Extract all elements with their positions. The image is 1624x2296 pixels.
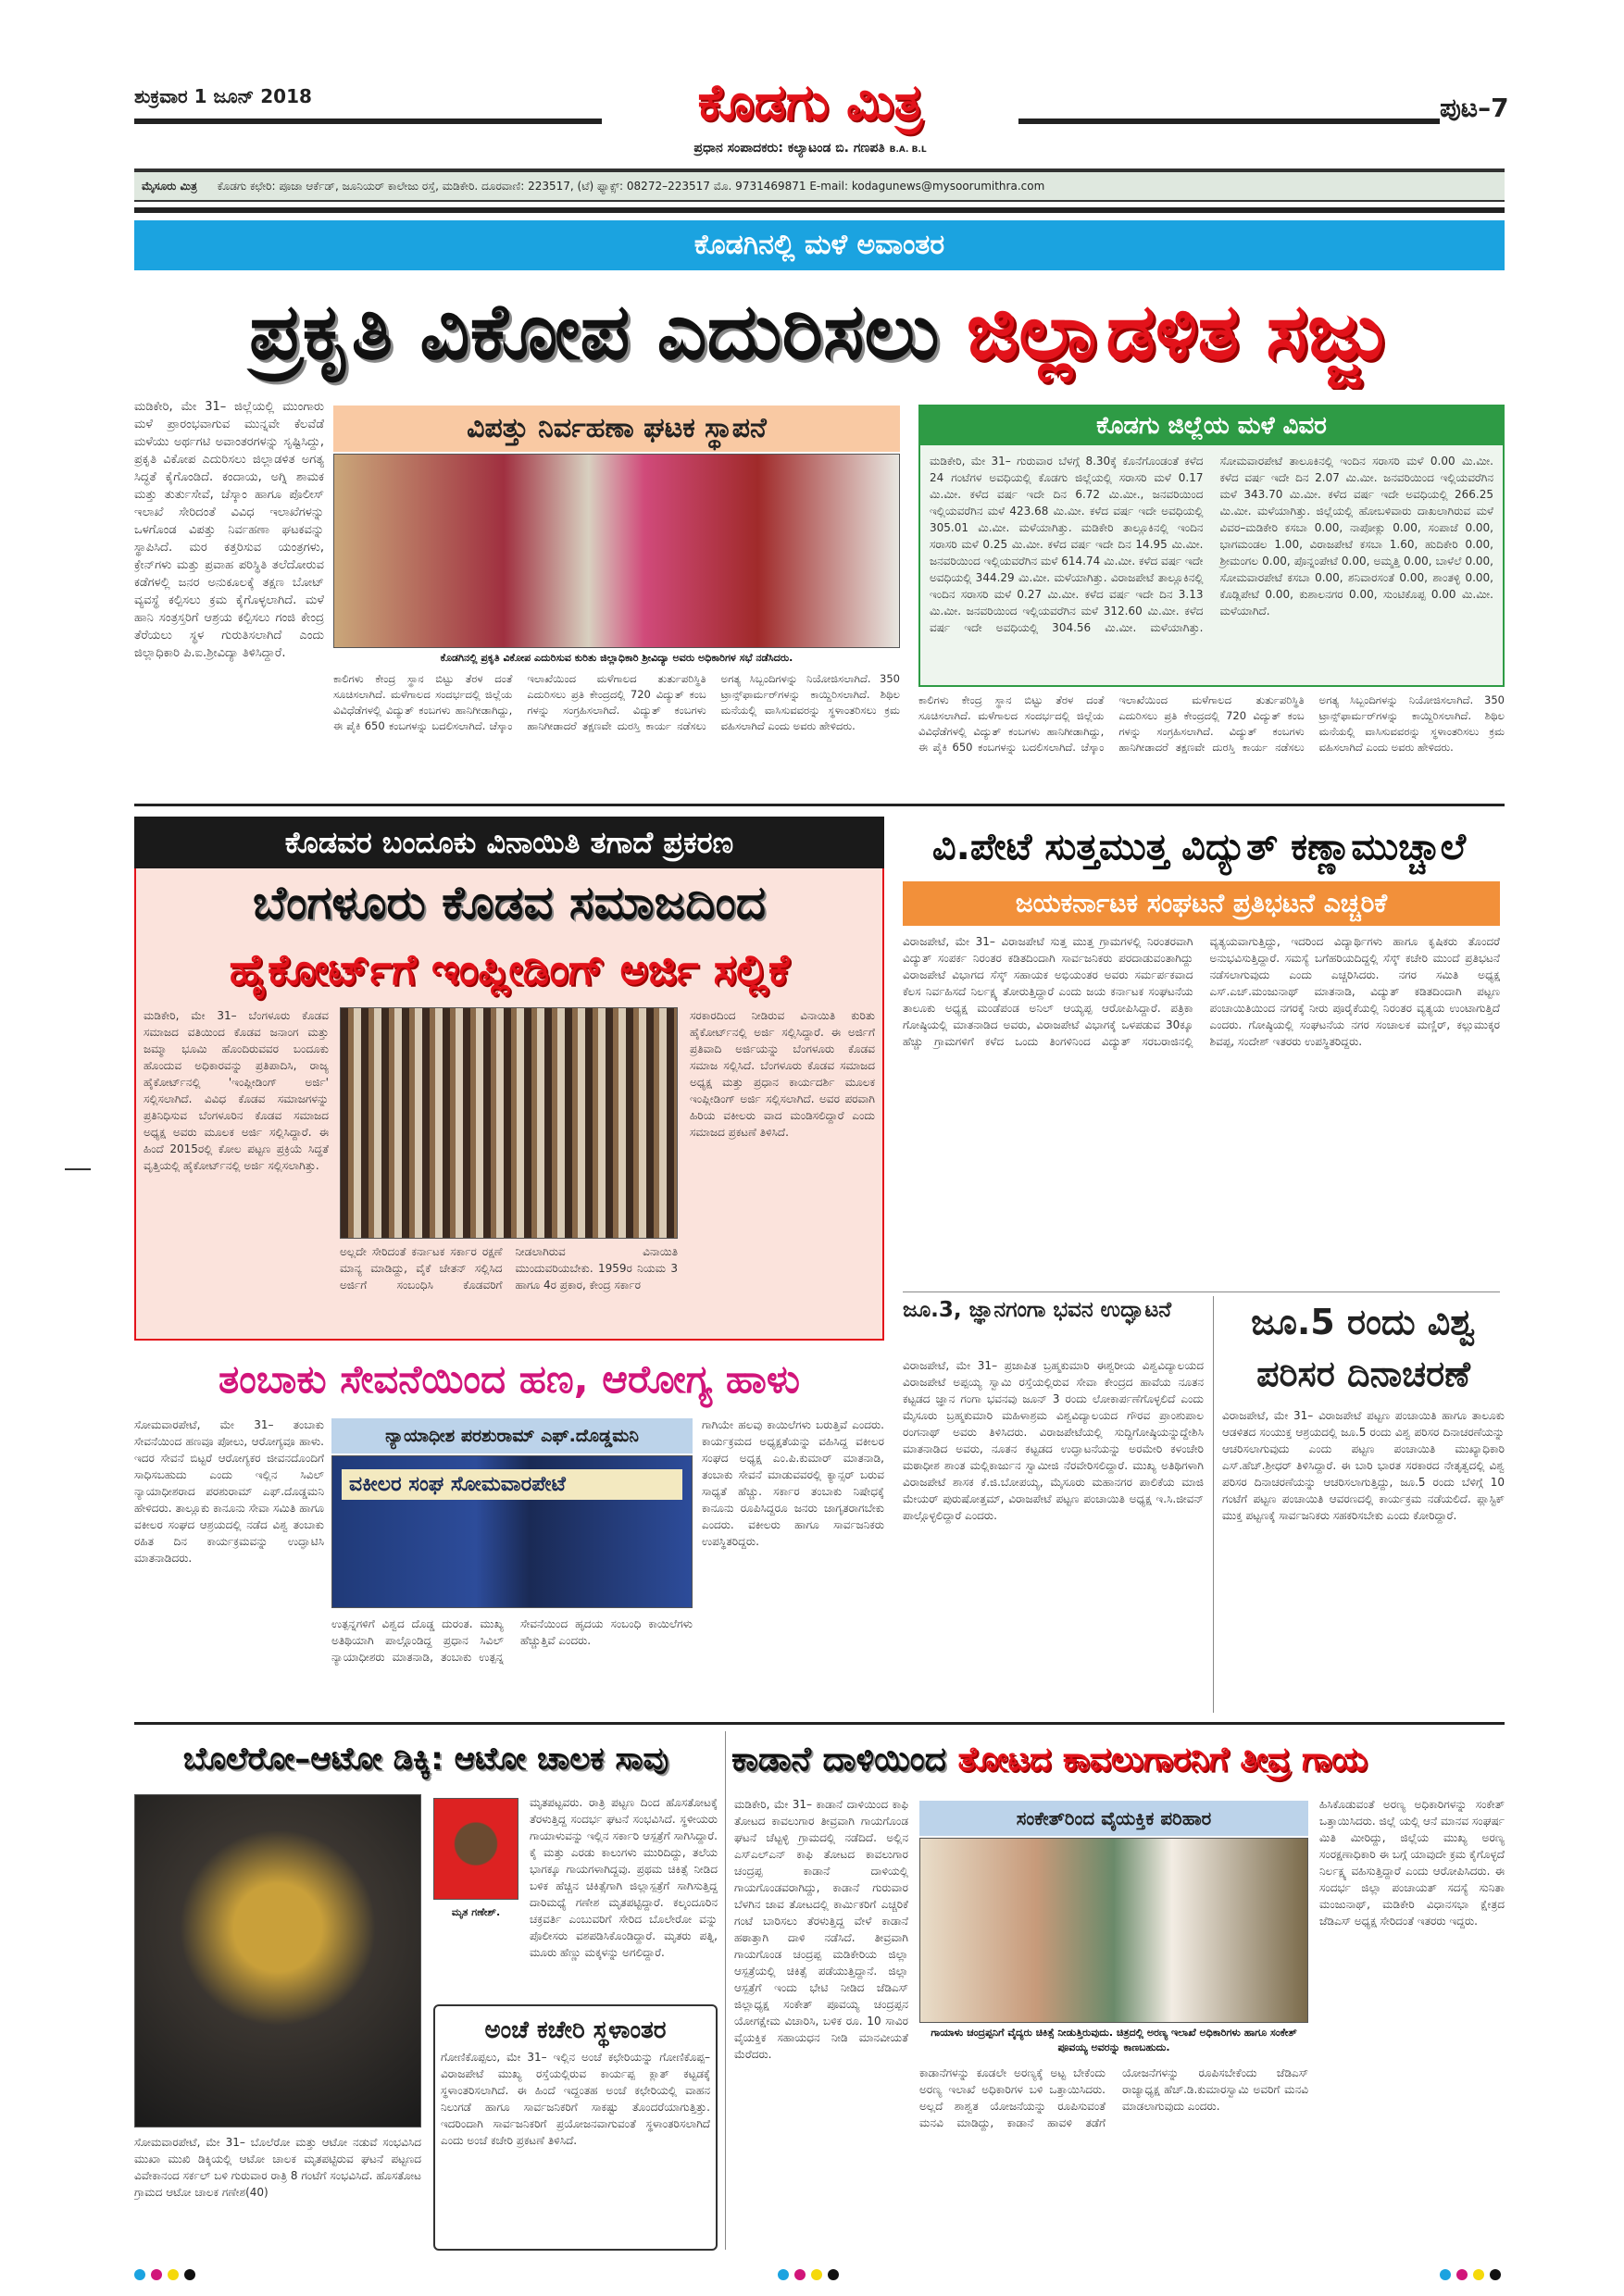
editor-degree: B.A. B.L bbox=[889, 145, 927, 155]
power-subhead: ಜಯಕರ್ನಾಟಕ ಸಂಘಟನೆ ಪ್ರತಿಭಟನೆ ಎಚ್ಚರಿಕೆ bbox=[903, 881, 1500, 926]
judge-photo-title: ನ್ಯಾಯಾಧೀಶ ಪರಶುರಾಮ್ ಎಫ್.ದೊಡ್ಡಮನಿ bbox=[331, 1418, 693, 1454]
accident-body-bottom: ಸೋಮವಾರಪೇಟೆ, ಮೇ 31– ಬೊಲೆರೋ ಮತ್ತು ಆಟೋ ನಡುವೆ ಸಂಭವಿಸಿದ ಮುಖಾ ಮುಖಿ ಡಿಕ್ಕಿಯಲ್ಲಿ ಆಟೋ ಚಾಲಕ ಮೃತಪಟ್ಟಿರುವ ಘಟನೆ ಪಟ್ಟಣದ ವಿವೇಕಾನಂದ ಸರ್ಕಲ್ ಬಳಿ ಗುರುವಾರ ರಾತ್ರಿ 8 ಗಂಟೆಗೆ ಸಂಭವಿಸಿದೆ. ಹೊಸತೋಟ ಗ್ರಾಮದ ಆಟೋ ಚಾಲಕ ಗಣೇಶ(40) bbox=[134, 2136, 421, 2199]
footer-dots-left bbox=[134, 2266, 201, 2284]
elephant-headline bbox=[731, 1729, 1505, 1790]
lead-kicker: ಕೊಡಗಿನಲ್ಲಿ ಮಳೆ ಅವಾಂತರ bbox=[134, 220, 1505, 270]
jnana-body: ವಿರಾಜಪೇಟೆ, ಮೇ 31– ಪ್ರಜಾಪಿತ ಬ್ರಹ್ಮಕುಮಾರಿ ಈಶ್ವರೀಯ ವಿಶ್ವವಿದ್ಯಾಲಯದ ವಿರಾಜಪೇಟೆ ಅಪ್ಪಯ್ಯ ಸ್ವಾಮಿ ರಸ್ತೆಯಲ್ಲಿರುವ ಸೇವಾ ಕೇಂದ್ರದ ಹಾವೆಯ ನೂತನ ಕಟ್ಟಡದ ಜ್ಞಾನ ಗಂಗಾ ಭವನವು ಜೂನ್ 3 ರಂದು ಲೋಕಾರ್ಪಣೆಗೊಳ್ಳಲಿದೆ ಎಂದು ಮೈಸೂರು ಬ್ರಹ್ಮಕುಮಾರಿ ಮಹಿಳಾಶ್ರಮ ವಿಶ್ವವಿದ್ಯಾಲಯದ ಗೌರವ ಪ್ರಾಂಶುಪಾಲ ರಂಗನಾಥ್ ಅವರು ತಿಳಿಸಿದರು. ವಿರಾಜಪೇಟೆಯಲ್ಲಿ ಸುದ್ದಿಗೋಷ್ಠಿಯನ್ನುದ್ದೇಶಿಸಿ ಮಾತನಾಡಿದ ಅವರು, ನೂತನ ಕಟ್ಟಡದ ಉದ್ಘಾಟನೆಯನ್ನು ಅರಮೇರಿ ಕಳಂಚೇರಿ ಮಠಾಧೀಶ ಶಾಂತ ಮಲ್ಲಿಕಾರ್ಜುನ ಸ್ವಾಮೀಜಿ ನೆರವೇರಿಸಲಿದ್ದಾರೆ. ಮುಖ್ಯ ಅತಿಥಿಗಳಾಗಿ ವಿರಾಜಪೇಟೆ ಶಾಸಕ ಕೆ.ಜಿ.ಬೋಪಯ್ಯ, ಮೈಸೂರು ಮಹಾನಗರ ಪಾಲಿಕೆಯ ಮಾಜಿ ಮೇಯರ್ ಪುರುಷೋತ್ತಮ್, ವಿರಾಜಪೇಟೆ ಪಟ್ಟಣ ಪಂಚಾಯಿತಿ ಅಧ್ಯಕ್ಷ ಇ.ಸಿ.ಜೀವನ್ ಪಾಲ್ಗೊಳ್ಳಲಿದ್ದಾರೆ ಎಂದರು. bbox=[903, 1359, 1204, 1522]
masthead-logo: ಕೊಡಗು ಮಿತ್ರ bbox=[697, 73, 923, 131]
masthead-date: ಶುಕ್ರವಾರ 1 ಜೂನ್ 2018 bbox=[134, 85, 312, 107]
gun-banner: ಕೊಡವರ ಬಂದೂಕು ವಿನಾಯಿತಿ ತಗಾದೆ ಪ್ರಕರಣ bbox=[134, 817, 884, 868]
meeting-photo bbox=[333, 454, 900, 648]
gun-headline-black: ಬೆಂಗಳೂರು ಕೊಡವ ಸಮಾಜದಿಂದ bbox=[252, 876, 766, 930]
lead-body: ಮಡಿಕೇರಿ, ಮೇ 31– ಜಿಲ್ಲೆಯಲ್ಲಿ ಮುಂಗಾರು ಮಳೆ ಪ್ರಾರಂಭವಾಗುವ ಮುನ್ನವೇ ಕೆಲವೆಡೆ ಮಳೆಯು ಅರ್ಥಗಟಿ ಅವಾಂತರಗಳನ್ನು ಸೃಷ್ಟಿಸಿದ್ದು, ಪ್ರಕೃತಿ ವಿಕೋಪ ಎದುರಿಸಲು ಜಿಲ್ಲಾಡಳಿತ ಅಗತ್ಯ ಸಿದ್ಧತೆ ಕೈಗೊಂಡಿದೆ. ಕಂದಾಯ, ಅಗ್ನಿ ಶಾಮಕ ಮತ್ತು ತುರ್ತುಸೇವೆ, ಚೆಸ್ಕಾಂ ಹಾಗೂ ಪೊಲೀಸ್ ಇಲಾಖೆ ಸೇರಿದಂತೆ ವಿವಿಧ ಇಲಾಖೆಗಳನ್ನು ಒಳಗೊಂಡ ವಿಪತ್ತು ನಿರ್ವಹಣಾ ಘಟಕವನ್ನು ಸ್ಥಾಪಿಸಿದೆ. ಮರ ಕತ್ತರಿಸುವ ಯಂತ್ರಗಳು, ಕ್ರೇನ್‌ಗಳು ಮತ್ತು ಪ್ರವಾಹ ಪರಿಸ್ಥಿತಿ ತಲೆದೋರುವ ಕಡೆಗಳಲ್ಲಿ ಜನರ ಅನುಕೂಲಕ್ಕೆ ತಕ್ಷಣ ಬೋಟ್ ವ್ಯವಸ್ಥೆ ಕಲ್ಪಿಸಲು ಕ್ರಮ ಕೈಗೊಳ್ಳಲಾಗಿದೆ. ಮಳೆ ಹಾನಿ ಸಂತ್ರಸ್ತರಿಗೆ ಆಶ್ರಯ ಕಲ್ಪಿಸಲು ಗಂಜಿ ಕೇಂದ್ರ ತೆರೆಯಲು ಸ್ಥಳ ಗುರುತಿಸಲಾಗಿದೆ ಎಂದು ಜಿಲ್ಲಾಧಿಕಾರಿ ಪಿ.ಐ.ಶ್ರೀವಿದ್ಯಾ ತಿಳಿಸಿದ್ದಾರೆ. bbox=[134, 400, 324, 660]
envday-body: ವಿರಾಜಪೇಟೆ, ಮೇ 31– ವಿರಾಜಪೇಟೆ ಪಟ್ಟಣ ಪಂಚಾಯಿತಿ ಹಾಗೂ ತಾಲೂಕು ಆಡಳಿತದ ಸಂಯುಕ್ತ ಆಶ್ರಯದಲ್ಲಿ ಜೂ.5 ರಂದು ವಿಶ್ವ ಪರಿಸರ ದಿನಾಚರಣೆಯನ್ನು ಆಚರಿಸಲಾಗುವುದು ಎಂದು ಪಟ್ಟಣ ಪಂಚಾಯಿತಿ ಮುಖ್ಯಾಧಿಕಾರಿ ಎಸ್.ಹೆಚ್.ಶ್ರೀಧರ್ ತಿಳಿಸಿದ್ದಾರೆ. ಈ ಬಾರಿ ಭಾರತ ಸರಕಾರದ ನೇತೃತ್ವದಲ್ಲಿ ವಿಶ್ವ ಪರಿಸರ ದಿನಾಚರಣೆಯನ್ನು ಆಚರಿಸಲಾಗುತ್ತಿದ್ದು, ಜೂ.5 ರಂದು ಬೆಳಿಗ್ಗೆ 10 ಗಂಟೆಗೆ ಪಟ್ಟಣ ಪಂಚಾಯಿತಿ ಆವರಣದಲ್ಲಿ ಕಾರ್ಯಕ್ರಮ ನಡೆಯಲಿದೆ. ಪ್ಲಾಸ್ಟಿಕ್ ಮುಕ್ತ ಪಟ್ಟಣಕ್ಕೆ ಸಾರ್ವಜನಿಕರು ಸಹಕರಿಸಬೇಕು ಎಂದು ಕೋರಿದ್ದಾರೆ. bbox=[1222, 1409, 1505, 1522]
envday-headline-2: ಪರಿಸರ ದಿನಾಚರಣೆ bbox=[1256, 1354, 1470, 1394]
feature-title: ವಿಪತ್ತು ನಿರ್ವಹಣಾ ಘಟಕ ಸ್ಥಾಪನೆ bbox=[333, 406, 900, 452]
power-headline: ವಿ.ಪೇಟೆ ಸುತ್ತಮುತ್ತ ವಿದ್ಯುತ್ ಕಣ್ಣಾಮುಚ್ಚಾಲೆ bbox=[931, 826, 1467, 868]
masthead-editor bbox=[611, 141, 1009, 156]
lead-headline-red: ಜಿಲ್ಲಾಡಳಿತ ಸಜ್ಜು bbox=[966, 286, 1390, 377]
elephant-headline-black: ಕಾಡಾನೆ ದಾಳಿಯಿಂದ bbox=[731, 1741, 946, 1778]
tobacco-headline: ತಂಬಾಕು ಸೇವನೆಯಿಂದ ಹಣ, ಆರೋಗ್ಯ ಹಾಳು bbox=[218, 1356, 800, 1402]
registration-dot bbox=[151, 2269, 162, 2280]
power-body: ವಿರಾಜಪೇಟೆ, ಮೇ 31– ವಿರಾಜಪೇಟೆ ಸುತ್ತ ಮುತ್ತ ಗ್ರಾಮಗಳಲ್ಲಿ ನಿರಂತರವಾಗಿ ವಿದ್ಯುತ್ ಸಂಪರ್ಕ ನಿರಂತರ ಕಡಿತದಿಂದಾಗಿ ಸಾರ್ವಜನಿಕರು ಪರದಾಡುವಂತಾಗಿದ್ದು ವಿರಾಜಪೇಟೆ ವಿಭಾಗದ ಸೆಸ್ಕ್ ಸಹಾಯಕ ಅಭಿಯಂತರ ಅವರು ಸರ್ಮರ್ಪಕವಾದ ಕೆಲಸ ನಿರ್ವಹಿಸದೆ ನಿರ್ಲಕ್ಷ್ಯ ತೋರುತ್ತಿದ್ದಾರೆ ಎಂದು ಜಯ ಕರ್ನಾಟಕ ಸಂಘಟನೆಯ ತಾಲೂಕು ಅಧ್ಯಕ್ಷ ಮಂಡೆಪಂಡ ಅನಿಲ್ ಆಯ್ಯಪ್ಪ ಆರೋಪಿಸಿದ್ದಾರೆ. ಪತ್ರಿಕಾ ಗೋಷ್ಠಿಯಲ್ಲಿ ಮಾತನಾಡಿದ ಅವರು, ವಿರಾಜಪೇಟೆ ವಿಭಾಗಕ್ಕೆ ಒಳಪಡುವ 30ಕ್ಕೂ ಹೆಚ್ಚು ಗ್ರಾಮಗಳಿಗೆ ಕಳೆದ ಒಂದು ತಿಂಗಳಿನಿಂದ ವಿದ್ಯುತ್ ಸರಬರಾಜಿನಲ್ಲಿ ವ್ಯತ್ಯಯವಾಗುತ್ತಿದ್ದು, ಇದರಿಂದ ವಿದ್ಯಾರ್ಥಿಗಳು ಹಾಗೂ ಕೃಷಿಕರು ತೊಂದರೆ ಅನುಭವಿಸುತ್ತಿದ್ದಾರೆ. ಸಮಸ್ಯೆ ಬಗೆಹರಿಯದಿದ್ದಲ್ಲಿ ಸೆಸ್ಕ್ ಕಚೇರಿ ಮುಂದೆ ಪ್ರತಿಭಟನೆ ನಡೆಸಲಾಗುವುದು ಎಂದು ಎಚ್ಚರಿಸಿದರು. ನಗರ ಸಮಿತಿ ಅಧ್ಯಕ್ಷ ಎಸ್.ಎಚ್.ಮಂಜುನಾಥ್ ಮಾತನಾಡಿ, ವಿದ್ಯುತ್ ಕಡಿತದಿಂದಾಗಿ ಪಟ್ಟಣ ಪಂಚಾಯಿತಿಯಿಂದ ನಗರಕ್ಕೆ ನೀರು ಪೂರೈಕೆಯಲ್ಲಿ ನಿರಂತರ ವ್ಯತ್ಯಯ ಉಂಟಾಗುತ್ತಿದೆ ಎಂದರು. ಗೋಷ್ಠಿಯಲ್ಲಿ ಸಂಘಟನೆಯ ನಗರ ಸಂಚಾಲಕ ಮಣ್ಣಿರ್, ಕಲ್ಲುಮುಕ್ಕರ ಶಿವಪ್ಪ, ಸಂದೇಶ್ ಇತರರು ಉಪಸ್ಥಿತರಿದ್ದರು. bbox=[903, 935, 1500, 1048]
section-divider-3 bbox=[134, 1722, 1505, 1725]
column-divider bbox=[1213, 1296, 1214, 1713]
accident-body-right: ಮೃತಪಟ್ಟವರು. ರಾತ್ರಿ ಪಟ್ಟಣ ದಿಂದ ಹೊಸತೋಟಕ್ಕೆ ತೆರಳುತ್ತಿದ್ದ ಸಂದರ್ಭ ಘಟನೆ ಸಂಭವಿಸಿದೆ. ಸ್ಥಳೀಯರು ಗಾಯಾಳುವನ್ನು ಇಲ್ಲಿನ ಸರ್ಕಾರಿ ಆಸ್ಪತ್ರೆಗೆ ಸಾಗಿಸಿದ್ದಾರೆ. ಕೈ ಮತ್ತು ಎರಡು ಕಾಲುಗಳು ಮುರಿದಿದ್ದು, ತಲೆಯ ಭಾಗಕ್ಕೂ ಗಾಯಗಳಾಗಿದ್ದವು. ಪ್ರಥಮ ಚಿಕಿತ್ಸೆ ನೀಡಿದ ಬಳಿಕ ಹೆಚ್ಚಿನ ಚಿಕಿತ್ಸೆಗಾಗಿ ಜಿಲ್ಲಾಸ್ಪತ್ರೆಗೆ ಸಾಗಿಸುತ್ತಿದ್ದ ದಾರಿಮಧ್ಯೆ ಗಣೇಶ ಮೃತಪಟ್ಟಿದ್ದಾರೆ. ಕಲ್ಕಂದೂರಿನ ಚಕ್ರವರ್ತಿ ಎಂಬುವರಿಗೆ ಸೇರಿದ ಬೊಲೇರೋ ವನ್ನು ಪೊಲೀಸರು ವಶಪಡಿಸಿಕೊಂಡಿದ್ದಾರೆ. ಮೃತರು ಪತ್ನಿ, ಮೂರು ಹೆಣ್ಣು ಮಕ್ಕಳನ್ನು ಅಗಲಿದ್ದಾರೆ. bbox=[530, 1796, 718, 1959]
editor-name: ಪ್ರಧಾನ ಸಂಪಾದಕರು: ಕಲ್ಯಾಟಂಡ ಬಿ. ಗಣಪತಿ bbox=[693, 141, 885, 156]
elephant-headline-red: ತೋಟದ ಕಾವಲುಗಾರನಿಗೆ ತೀವ್ರ ಗಾಯ bbox=[957, 1741, 1368, 1778]
registration-dot bbox=[184, 2269, 195, 2280]
meeting-photo-caption: ಕೊಡಗಿನಲ್ಲಿ ಪ್ರಕೃತಿ ವಿಕೋಪ ಎದುರಿಸುವ ಕುರಿತು ಜಿಲ್ಲಾಧಿಕಾರಿ ಶ್ರೀವಿದ್ಯಾ ಅವರು ಅಧಿಕಾರಿಗಳ ಸಭೆ ನಡೆಸಿದರು. bbox=[440, 652, 793, 664]
elephant-subhead: ಸಂಕೇತ್‌ರಿಂದ ವೈಯಕ್ತಿಕ ಪರಿಹಾರ bbox=[919, 1801, 1308, 1836]
contact-bar bbox=[134, 168, 1505, 202]
registration-dot bbox=[1490, 2269, 1501, 2280]
rain-box bbox=[918, 405, 1505, 687]
registration-dot bbox=[134, 2269, 145, 2280]
registration-dot bbox=[1440, 2269, 1451, 2280]
crop-mark bbox=[65, 1168, 91, 1170]
victim-portrait bbox=[433, 1798, 518, 1900]
registration-dot bbox=[811, 2269, 822, 2280]
rain-box-body: ಮಡಿಕೇರಿ, ಮೇ 31– ಗುರುವಾರ ಬೆಳಗ್ಗೆ 8.30ಕ್ಕೆ ಕೊನೆಗೊಂಡಂತೆ ಕಳೆದ 24 ಗಂಟೆಗಳ ಅವಧಿಯಲ್ಲಿ ಕೊಡಗು ಜಿಲ್ಲೆಯಲ್ಲಿ ಸರಾಸರಿ ಮಳೆ 0.17 ಮಿ.ಮೀ. ಕಳೆದ ವರ್ಷ ಇದೇ ದಿನ 6.72 ಮಿ.ಮೀ., ಜನವರಿಯಿಂದ ಇಲ್ಲಿಯವರೆಗಿನ ಮಳೆ 423.68 ಮಿ.ಮೀ. ಕಳೆದ ವರ್ಷ ಇದೇ ಅವಧಿಯಲ್ಲಿ 305.01 ಮಿ.ಮೀ. ಮಳೆಯಾಗಿತ್ತು. ಮಡಿಕೇರಿ ತಾಲ್ಲೂಕಿನಲ್ಲಿ ಇಂದಿನ ಸರಾಸರಿ ಮಳೆ 0.25 ಮಿ.ಮೀ. ಕಳೆದ ವರ್ಷ ಇದೇ ದಿನ 14.95 ಮಿ.ಮೀ. ಜನವರಿಯಿಂದ ಇಲ್ಲಿಯವರೆಗಿನ ಮಳೆ 614.74 ಮಿ.ಮೀ. ಕಳೆದ ವರ್ಷ ಇದೇ ಅವಧಿಯಲ್ಲಿ 344.29 ಮಿ.ಮೀ. ಮಳೆಯಾಗಿತ್ತು. ವಿರಾಜಪೇಟೆ ತಾಲ್ಲೂಕಿನಲ್ಲಿ ಇಂದಿನ ಸರಾಸರಿ ಮಳೆ 0.27 ಮಿ.ಮೀ. ಕಳೆದ ವರ್ಷ ಇದೇ ದಿನ 3.13 ಮಿ.ಮೀ. ಜನವರಿಯಿಂದ ಇಲ್ಲಿಯವರೆಗಿನ ಮಳೆ 312.60 ಮಿ.ಮೀ. ಕಳೆದ ವರ್ಷ ಇದೇ ಅವಧಿಯಲ್ಲಿ 304.56 ಮಿ.ಮೀ. ಮಳೆಯಾಗಿತ್ತು. ಸೋಮವಾರಪೇಟೆ ತಾಲೂಕಿನಲ್ಲಿ ಇಂದಿನ ಸರಾಸರಿ ಮಳೆ 0.00 ಮಿ.ಮೀ. ಕಳೆದ ವರ್ಷ ಇದೇ ದಿನ 2.07 ಮಿ.ಮೀ. ಜನವರಿಯಿಂದ ಇಲ್ಲಿಯವರೆಗಿನ ಮಳೆ 343.70 ಮಿ.ಮೀ. ಕಳೆದ ವರ್ಷ ಇದೇ ಅವಧಿಯಲ್ಲಿ 266.25 ಮಿ.ಮೀ. ಮಳೆಯಾಗಿತ್ತು. ಜಿಲ್ಲೆಯಲ್ಲಿ ಹೋಬಳಿವಾರು ದಾಖಲಾಗಿರುವ ಮಳೆ ವಿವರ–ಮಡಿಕೇರಿ ಕಸಬಾ 0.00, ನಾಪೋಕ್ಲು 0.00, ಸಂಪಾಜೆ 0.00, ಭಾಗಮಂಡಲ 1.00, ವಿರಾಜಪೇಟೆ ಕಸಬಾ 1.60, ಹುದಿಕೇರಿ 0.00, ಶ್ರೀಮಂಗಲ 0.00, ಪೊನ್ನಂಪೇಟೆ 0.00, ಅಮ್ಮತ್ತಿ 0.00, ಬಾಳೆಲೆ 0.00, ಸೋಮವಾರಪೇಟೆ ಕಸಬಾ 0.00, ಶನಿವಾರಸಂತೆ 0.00, ಶಾಂತಳ್ಳಿ 0.00, ಕೊಡ್ಲಿಪೇಟೆ 0.00, ಕುಶಾಲನಗರ 0.00, ಸುಂಟಿಕೊಪ್ಪ 0.00 ಮಿ.ಮೀ. ಮಳೆಯಾಗಿದೆ. bbox=[930, 455, 1493, 634]
gun-body-mid: ಅಲ್ಲದೇ ಸೇರಿದಂತೆ ಕರ್ನಾಟಕ ಸರ್ಕಾರ ರಕ್ಷಣೆ ಮಾನ್ಯ ಮಾಡಿದ್ದು, ವೈಕೆ ಚೇತನ್ ಸಲ್ಲಿಸಿದ ಅರ್ಜಿಗೆ ಸಂಬಂಧಿಸಿ ಕೊಡವರಿಗೆ ನೀಡಲಾಗಿರುವ ವಿನಾಯಿತಿ ಮುಂದುವರಿಯಬೇಕು. 1959ರ ನಿಯಮ 3 ಹಾಗೂ 4ರ ಪ್ರಕಾರ, ಕೇಂದ್ರ ಸರ್ಕಾರ bbox=[340, 1245, 678, 1292]
elephant-body-right: ಹಿಸಿಕೊಡುವಂತೆ ಅರಣ್ಯ ಅಧಿಕಾರಿಗಳನ್ನು ಸಂಕೇತ್ ಒತ್ತಾಯಿಸಿದರು. ಜಿಲ್ಲೆ ಯಲ್ಲಿ ಆನೆ ಮಾನವ ಸಂಘರ್ಷ ಮಿತಿ ಮೀರಿದ್ದು, ಜಿಲ್ಲೆಯ ಮುಖ್ಯ ಅರಣ್ಯ ಸಂರಕ್ಷಣಾಧಿಕಾರಿ ಈ ಬಗ್ಗೆ ಯಾವುದೇ ಕ್ರಮ ಕೈಗೊಳ್ಳದೆ ನಿರ್ಲಕ್ಷ್ಯ ವಹಿಸುತ್ತಿದ್ದಾರೆ ಎಂದು ಆರೋಪಿಸಿದರು. ಈ ಸಂದರ್ಭ ಜಿಲ್ಲಾ ಪಂಚಾಯತ್ ಸದಸ್ಯೆ ಸುನಿತಾ ಮಂಜುನಾಥ್, ಮಡಿಕೇರಿ ವಿಧಾನಸಭಾ ಕ್ಷೇತ್ರದ ಜೆಡಿಎಸ್ ಅಧ್ಯಕ್ಷ ಸೇರಿದಂತೆ ಇತರರು ಇದ್ದರು. bbox=[1319, 1798, 1505, 1928]
masthead-rule-left bbox=[134, 119, 602, 124]
registration-dot bbox=[794, 2269, 806, 2280]
registration-dot bbox=[1456, 2269, 1468, 2280]
judge-photo bbox=[331, 1455, 693, 1608]
contact-info: ಕೊಡಗು ಕಛೇರಿ: ಪೂಜಾ ಆರ್ಕೆಡ್, ಜೂನಿಯರ್ ಕಾಲೇಜು ರಸ್ತೆ, ಮಡಿಕೇರಿ. ದೂರವಾಣಿ: 223517, (ಟೆ) ಫ್ಯಾಕ್ಸ್: 08272–223517 ಮೊ. 9731469871 E-mail: kodagunews@mysoorumithra.com bbox=[217, 180, 1045, 193]
gun-body-left: ಮಡಿಕೇರಿ, ಮೇ 31– ಬೆಂಗಳೂರು ಕೊಡವ ಸಮಾಜದ ವತಿಯಿಂದ ಕೊಡವ ಜನಾಂಗ ಮತ್ತು ಜಮ್ಮಾ ಭೂಮಿ ಹೊಂದಿರುವವರ ಬಂದೂಕು ಹೊಂದುವ ಅಧಿಕಾರವನ್ನು ಪ್ರತಿಪಾದಿಸಿ, ರಾಜ್ಯ ಹೈಕೋರ್ಟ್‌ನಲ್ಲಿ 'ಇಂಪ್ಲೀಡಿಂಗ್ ಅರ್ಜಿ' ಸಲ್ಲಿಸಲಾಗಿದೆ. ವಿವಿಧ ಕೊಡವ ಸಮಾಜಗಳನ್ನು ಪ್ರತಿನಿಧಿಸುವ ಬೆಂಗಳೂರಿನ ಕೊಡವ ಸಮಾಜದ ಅಧ್ಯಕ್ಷ ಅವರು ಮೂಲಕ ಅರ್ಜಿ ಸಲ್ಲಿಸಿದ್ದಾರೆ. ಈ ಹಿಂದೆ 2015ರಲ್ಲಿ ಕೋಲ ಪಟ್ಟಣ ಪ್ರಕ್ರಿಯೆ ಸಿದ್ಧತೆ ವೃತ್ತಿಯಲ್ಲಿ ಹೈಕೋರ್ಟ್‌ನಲ್ಲಿ ಅರ್ಜಿ ಸಲ್ಲಿಸಲಾಗಿತ್ತು. bbox=[144, 1009, 329, 1172]
registration-dot bbox=[168, 2269, 179, 2280]
tobacco-body-right: ಗಾಗಿಯೇ ಹಲವು ಕಾಯಿಲೆಗಳು ಬರುತ್ತಿವೆ ಎಂದರು. ಕಾರ್ಯಕ್ರಮದ ಅಧ್ಯಕ್ಷತೆಯನ್ನು ವಹಿಸಿದ್ದ ವಕೀಲರ ಸಂಘದ ಅಧ್ಯಕ್ಷ ಎಂ.ಪಿ.ಕುಮಾರ್ ಮಾತನಾಡಿ, ತಂಬಾಕು ಸೇವನೆ ಮಾಡುವವರಲ್ಲಿ ಕ್ಯಾನ್ಸರ್ ಬರುವ ಸಾಧ್ಯತೆ ಹೆಚ್ಚು. ಸರ್ಕಾರ ತಂಬಾಕು ನಿಷೇಧಕ್ಕೆ ಕಾನೂನು ರೂಪಿಸಿದ್ದರೂ ಜನರು ಜಾಗೃತರಾಗಬೇಕು ಎಂದರು. ವಕೀಲರು ಹಾಗೂ ಸಾರ್ವಜನಿಕರು ಉಪಸ್ಥಿತರಿದ್ದರು. bbox=[702, 1418, 884, 1548]
envday-headline bbox=[1222, 1296, 1505, 1400]
elephant-body-mid: ಕಾಡಾನೆಗಳನ್ನು ಕೂಡಲೇ ಅರಣ್ಯಕ್ಕೆ ಅಟ್ಟ ಬೇಕೆಂದು ಅರಣ್ಯ ಇಲಾಖೆ ಅಧಿಕಾರಿಗಳ ಬಳಿ ಒತ್ತಾಯಿಸಿದರು. ಅಲ್ಲದೆ ಶಾಶ್ವತ ಯೋಜನೆಯನ್ನು ರೂಪಿಸುವಂತೆ ಮನವಿ ಮಾಡಿದ್ದು, ಕಾಡಾನೆ ಹಾವಳಿ ತಡೆಗೆ ಯೋಜನೆಗಳನ್ನು ರೂಪಿಸಬೇಕೆಂದು ಜೆಡಿಎಸ್ ರಾಜ್ಯಾಧ್ಯಕ್ಷ ಹೆಚ್.ಡಿ.ಕುಮಾರಸ್ವಾಮಿ ಅವರಿಗೆ ಮನವಿ ಮಾಡಲಾಗುವುದು ಎಂದರು. bbox=[919, 2066, 1308, 2129]
tobacco-body-bottom: ಉತ್ಪನ್ನಗಳಿಗೆ ವಿಶ್ವದ ದೊಡ್ಡ ದುರಂತ. ಮುಖ್ಯ ಅತಿಥಿಯಾಗಿ ಪಾಲ್ಗೊಂಡಿದ್ದ ಪ್ರಧಾನ ಸಿವಿಲ್ ನ್ಯಾಯಾಧೀಶರು ಮಾತನಾಡಿ, ತಂಬಾಕು ಉತ್ಪನ್ನ ಸೇವನೆಯಿಂದ ಹೃದಯ ಸಂಬಂಧಿ ಕಾಯಿಲೆಗಳು ಹೆಚ್ಚುತ್ತಿವೆ ಎಂದರು. bbox=[331, 1617, 693, 1664]
gun-box bbox=[134, 868, 884, 1341]
accident-photo bbox=[134, 1794, 421, 2128]
brand-name: ಮೈಸೂರು ಮಿತ್ರ bbox=[142, 180, 197, 193]
lawyers-banner: ವಕೀಲರ ಸಂಘ ಸೋಮವಾರಪೇಟೆ bbox=[342, 1469, 682, 1500]
jnana-headline: ಜೂ.3, ಜ್ಞಾನಗಂಗಾ ಭವನ ಉದ್ಘಾಟನೆ bbox=[903, 1298, 1172, 1322]
lead-headline bbox=[134, 274, 1505, 390]
accident-headline: ಬೊಲೆರೋ–ಆಟೋ ಡಿಕ್ಕಿ: ಆಟೋ ಚಾಲಕ ಸಾವು bbox=[182, 1741, 669, 1778]
contact-bar-rule bbox=[134, 207, 1505, 213]
postoffice-box bbox=[433, 2004, 718, 2251]
rain-box-title: ಕೊಡಗು ಜಿಲ್ಲೆಯ ಮಳೆ ವಿವರ bbox=[920, 406, 1503, 445]
registration-dot bbox=[1473, 2269, 1484, 2280]
feature-body: ಕಾಲಿಗಳು ಕೇಂದ್ರ ಸ್ಥಾನ ಬಿಟ್ಟು ತೆರಳ ದಂತೆ ಸೂಚಿಸಲಾಗಿದೆ. ಮಳೆಗಾಲದ ಸಂದರ್ಭದಲ್ಲಿ ಜಿಲ್ಲೆಯ ವಿವಿಧೆಡೆಗಳಲ್ಲಿ ವಿದ್ಯುತ್ ಕಂಬಗಳು ಹಾನಿಗೀಡಾಗಿದ್ದು, ಈ ಪೈಕಿ 650 ಕಂಬಗಳನ್ನು ಬದಲಿಸಲಾಗಿದೆ. ಚೆಸ್ಕಾಂ ಇಲಾಖೆಯಿಂದ ಮಳೆಗಾಲದ ತುರ್ತುಪರಿಸ್ಥಿತಿ ಎದುರಿಸಲು ಪ್ರತಿ ಕೇಂದ್ರದಲ್ಲಿ 720 ವಿದ್ಯುತ್ ಕಂಬ ಗಳನ್ನು ಸಂಗ್ರಹಿಸಲಾಗಿದೆ. ವಿದ್ಯುತ್ ಕಂಬಗಳು ಹಾನಿಗೀಡಾದರೆ ತಕ್ಷಣವೇ ದುರಸ್ತಿ ಕಾರ್ಯ ನಡೆಸಲು ಅಗತ್ಯ ಸಿಬ್ಬಂದಿಗಳನ್ನು ನಿಯೋಜಿಸಲಾಗಿದೆ. 350 ಟ್ರಾನ್ಸ್‌ಫಾರ್ಮರ್‌ಗಳನ್ನು ಕಾಯ್ದಿರಿಸಲಾಗಿದೆ. ಶಿಥಿಲ ಮನೆಯಲ್ಲಿ ವಾಸಿಸುವವರನ್ನು ಸ್ಥಳಾಂತರಿಸಲು ಕ್ರಮ ವಹಿಸಲಾಗಿದೆ ಎಂದು ಅವರು ಹೇಳಿದರು. bbox=[333, 672, 900, 732]
footer-dots-center bbox=[778, 2266, 844, 2284]
masthead-rule-right bbox=[1018, 119, 1440, 124]
gun-body-right: ಸರಕಾರದಿಂದ ನೀಡಿರುವ ವಿನಾಯಿತಿ ಕುರಿತು ಹೈಕೋರ್ಟ್‌ನಲ್ಲಿ ಅರ್ಜಿ ಸಲ್ಲಿಸಿದ್ದಾರೆ. ಈ ಅರ್ಜಿಗೆ ಪ್ರತಿವಾದಿ ಅರ್ಜಿಯನ್ನು ಬೆಂಗಳೂರು ಕೊಡವ ಸಮಾಜ ಸಲ್ಲಿಸಿದೆ. ಬೆಂಗಳೂರು ಕೊಡವ ಸಮಾಜದ ಅಧ್ಯಕ್ಷ ಮತ್ತು ಪ್ರಧಾನ ಕಾರ್ಯದರ್ಶಿ ಮೂಲಕ ಇಂಪ್ಲೀಡಿಂಗ್ ಅರ್ಜಿ ಸಲ್ಲಿಸಲಾಗಿದೆ. ಅವರ ಪರವಾಗಿ ಹಿರಿಯ ವಕೀಲರು ವಾದ ಮಂಡಿಸಲಿದ್ದಾರೆ ಎಂದು ಸಮಾಜದ ಪ್ರಕಟಣೆ ತಿಳಿಸಿದೆ. bbox=[690, 1009, 875, 1139]
guns-photo bbox=[340, 1007, 678, 1239]
hospital-photo-caption: ಗಾಯಾಳು ಚಂದ್ರಪ್ಪನಿಗೆ ವೈದ್ಯರು ಚಿಕಿತ್ಸೆ ನೀಡುತ್ತಿರುವುದು. ಚಿತ್ರದಲ್ಲಿ ಅರಣ್ಯ ಇಲಾಖೆ ಅಧಿಕಾರಿಗಳು ಹಾಗೂ ಸಂಕೇತ್ ಪೂವಯ್ಯ ಅವರನ್ನು ಕಾಣಬಹುದು. bbox=[931, 2027, 1297, 2053]
victim-portrait-caption: ಮೃತ ಗಣೇಶ್. bbox=[451, 1906, 501, 1918]
lead-headline-black: ಪ್ರಕೃತಿ ವಿಕೋಪ ಎದುರಿಸಲು bbox=[249, 286, 940, 377]
gun-headline-red: ಹೈಕೋರ್ಟ್‌ಗೆ ಇಂಪ್ಲೀಡಿಂಗ್ ಅರ್ಜಿ ಸಲ್ಲಿಕೆ bbox=[229, 944, 790, 994]
column-divider-2 bbox=[725, 1731, 726, 2250]
registration-dot bbox=[828, 2269, 839, 2280]
postoffice-headline: ಅಂಚೆ ಕಚೇರಿ ಸ್ಥಳಾಂತರ bbox=[484, 2016, 667, 2044]
registration-dot bbox=[778, 2269, 789, 2280]
tobacco-body-left: ಸೋಮವಾರಪೇಟೆ, ಮೇ 31– ತಂಬಾಕು ಸೇವನೆಯಿಂದ ಹಣವೂ ಪೋಲು, ಆರೋಗ್ಯವೂ ಹಾಳು. ಇದರ ಸೇವನೆ ಬಿಟ್ಟರೆ ಆರೋಗ್ಯಕರ ಜೀವನದೊಂದಿಗೆ ಸಾಧಿಸಬಹುದು ಎಂದು ಇಲ್ಲಿನ ಸಿವಿಲ್ ನ್ಯಾಯಾಧೀಶರಾದ ಪರಶುರಾಮ್ ಎಫ್.ದೊಡ್ಡಮನಿ ಹೇಳಿದರು. ತಾಲ್ಲೂಕು ಕಾನೂನು ಸೇವಾ ಸಮಿತಿ ಹಾಗೂ ವಕೀಲರ ಸಂಘದ ಆಶ್ರಯದಲ್ಲಿ ನಡೆದ ವಿಶ್ವ ತಂಬಾಕು ರಹಿತ ದಿನ ಕಾರ್ಯಕ್ರಮವನ್ನು ಉದ್ಘಾಟಿಸಿ ಮಾತನಾಡಿದರು. bbox=[134, 1418, 324, 1565]
page-number: ಪುಟ–7 bbox=[1440, 93, 1509, 123]
feature-body-cont: ಕಾಲಿಗಳು ಕೇಂದ್ರ ಸ್ಥಾನ ಬಿಟ್ಟು ತೆರಳ ದಂತೆ ಸೂಚಿಸಲಾಗಿದೆ. ಮಳೆಗಾಲದ ಸಂದರ್ಭದಲ್ಲಿ ಜಿಲ್ಲೆಯ ವಿವಿಧೆಡೆಗಳಲ್ಲಿ ವಿದ್ಯುತ್ ಕಂಬಗಳು ಹಾನಿಗೀಡಾಗಿದ್ದು, ಈ ಪೈಕಿ 650 ಕಂಬಗಳನ್ನು ಬದಲಿಸಲಾಗಿದೆ. ಚೆಸ್ಕಾಂ ಇಲಾಖೆಯಿಂದ ಮಳೆಗಾಲದ ತುರ್ತುಪರಿಸ್ಥಿತಿ ಎದುರಿಸಲು ಪ್ರತಿ ಕೇಂದ್ರದಲ್ಲಿ 720 ವಿದ್ಯುತ್ ಕಂಬ ಗಳನ್ನು ಸಂಗ್ರಹಿಸಲಾಗಿದೆ. ವಿದ್ಯುತ್ ಕಂಬಗಳು ಹಾನಿಗೀಡಾದರೆ ತಕ್ಷಣವೇ ದುರಸ್ತಿ ಕಾರ್ಯ ನಡೆಸಲು ಅಗತ್ಯ ಸಿಬ್ಬಂದಿಗಳನ್ನು ನಿಯೋಜಿಸಲಾಗಿದೆ. 350 ಟ್ರಾನ್ಸ್‌ಫಾರ್ಮರ್‌ಗಳನ್ನು ಕಾಯ್ದಿರಿಸಲಾಗಿದೆ. ಶಿಥಿಲ ಮನೆಯಲ್ಲಿ ವಾಸಿಸುವವರನ್ನು ಸ್ಥಳಾಂತರಿಸಲು ಕ್ರಮ ವಹಿಸಲಾಗಿದೆ ಎಂದು ಅವರು ಹೇಳಿದರು. bbox=[918, 693, 1505, 754]
section-divider-1 bbox=[134, 804, 1505, 806]
elephant-body-left: ಮಡಿಕೇರಿ, ಮೇ 31– ಕಾಡಾನೆ ದಾಳಿಯಿಂದ ಕಾಫಿ ತೋಟದ ಕಾವಲುಗಾರ ತೀವ್ರವಾಗಿ ಗಾಯಗೊಂಡ ಘಟನೆ ಚೆಟ್ಟಳ್ಳಿ ಗ್ರಾಮದಲ್ಲಿ ನಡೆದಿದೆ. ಅಲ್ಲಿನ ಎಸ್‌ಎಲ್‌ಎನ್ ಕಾಫಿ ತೋಟದ ಕಾವಲುಗಾರ ಚಂದ್ರಪ್ಪ ಕಾಡಾನೆ ದಾಳಿಯಲ್ಲಿ ಗಾಯಗೊಂಡವರಾಗಿದ್ದು, ಕಾಡಾನೆ ಗುರುವಾರ ಬೆಳಗಿನ ಜಾವ ತೋಟದಲ್ಲಿ ಕಾರ್ಮಿಕರಿಗೆ ಎಚ್ಚರಿಕೆ ಗಂಟೆ ಬಾರಿಸಲು ತೆರಳುತ್ತಿದ್ದ ವೇಳೆ ಕಾಡಾನೆ ಹಠಾತ್ತಾಗಿ ದಾಳಿ ನಡೆಸಿದೆ. ತೀವ್ರವಾಗಿ ಗಾಯಗೊಂಡ ಚಂದ್ರಪ್ಪ ಮಡಿಕೇರಿಯ ಜಿಲ್ಲಾ ಆಸ್ಪತ್ರೆಯಲ್ಲಿ ಚಿಕಿತ್ಸೆ ಪಡೆಯುತ್ತಿದ್ದಾನೆ. ಜಿಲ್ಲಾ ಆಸ್ಪತ್ರೆಗೆ ಇಂದು ಭೇಟಿ ನೀಡಿದ ಜೆಡಿಎಸ್ ಜಿಲ್ಲಾಧ್ಯಕ್ಷ ಸಂಕೇತ್ ಪೂವಯ್ಯ ಚಂದ್ರಪ್ಪನ ಯೋಗಕ್ಷೇಮ ವಿಚಾರಿಸಿ, ಬಳಿಕ ರೂ. 10 ಸಾವಿರ ವೈಯಕ್ತಿಕ ಸಹಾಯಧನ ನೀಡಿ ಮಾನವೀಯತೆ ಮೆರೆದರು. bbox=[734, 1798, 908, 2061]
postoffice-body: ಗೋಣಿಕೊಪ್ಪಲು, ಮೇ 31– ಇಲ್ಲಿನ ಅಂಚೆ ಕಛೇರಿಯನ್ನು ಗೋಣಿಕೊಪ್ಪ–ವಿರಾಜಪೇಟೆ ಮುಖ್ಯ ರಸ್ತೆಯಲ್ಲಿರುವ ಕಾರ್ಯಪ್ಪ ಕ್ಲಾತ್ ಕಟ್ಟಡಕ್ಕೆ ಸ್ಥಳಾಂತರಿಸಲಾಗಿದೆ. ಈ ಹಿಂದೆ ಇದ್ದಂತಹ ಅಂಚೆ ಕಛೇರಿಯಲ್ಲಿ ವಾಹನ ನಿಲುಗಡೆ ಹಾಗೂ ಸಾರ್ವಜನಿಕರಿಗೆ ಸಾಕಷ್ಟು ತೊಂದರೆಯಾಗುತ್ತಿತ್ತು. ಇದರಿಂದಾಗಿ ಸಾರ್ವಜನಿಕರಿಗೆ ಪ್ರಯೋಜನವಾಗುವಂತೆ ಸ್ಥಳಾಂತರಿಸಲಾಗಿದೆ ಎಂದು ಅಂಚೆ ಕಚೇರಿ ಪ್ರಕಟಣೆ ತಿಳಿಸಿದೆ. bbox=[441, 2051, 710, 2147]
hospital-photo bbox=[919, 1838, 1308, 2023]
footer-dots-right bbox=[1440, 2266, 1506, 2284]
envday-headline-1: ಜೂ.5 ರಂದು ವಿಶ್ವ bbox=[1251, 1302, 1476, 1342]
